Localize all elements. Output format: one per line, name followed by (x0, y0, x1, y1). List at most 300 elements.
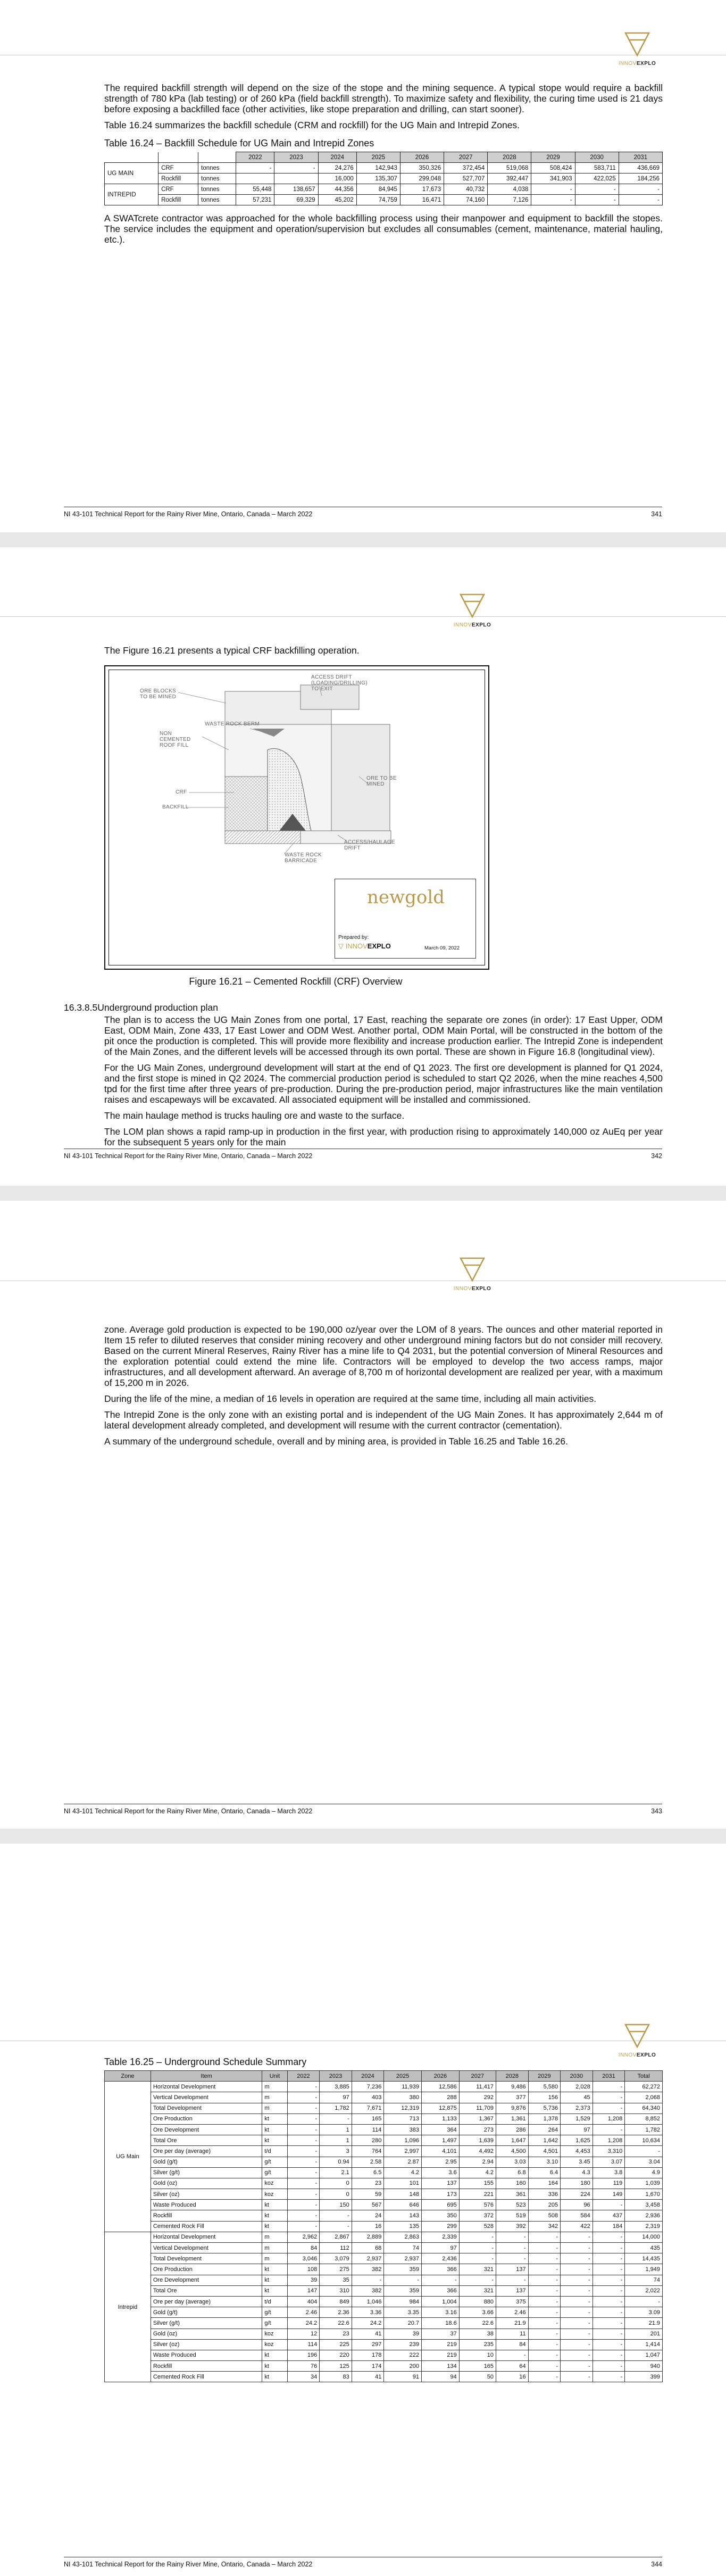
item-cell: Waste Produced (151, 2350, 262, 2360)
value-cell: 3.6 (422, 2167, 460, 2178)
value-cell: 200 (384, 2361, 422, 2372)
value-cell: 392,447 (488, 174, 531, 184)
value-cell: 1,046 (352, 2296, 384, 2307)
item-cell: Ore per day (average) (151, 2146, 262, 2157)
value-cell: 24.2 (287, 2318, 320, 2329)
value-cell: - (561, 2329, 593, 2339)
label-ore-to-be-mined: ORE TO BE MINED (366, 775, 397, 787)
table-row (105, 2307, 663, 2318)
item-cell: CRF (158, 163, 198, 174)
unit-cell: m (262, 2253, 287, 2264)
unit-cell: g/t (262, 2167, 287, 2178)
unit-cell: t/d (262, 2146, 287, 2157)
value-cell: - (287, 2210, 320, 2221)
value-cell: 1,004 (422, 2296, 460, 2307)
value-cell: 984 (384, 2296, 422, 2307)
value-cell: - (320, 2113, 352, 2124)
value-cell: 165 (459, 2361, 496, 2372)
value-cell: 119 (593, 2178, 625, 2189)
value-cell: 112 (320, 2243, 352, 2253)
value-cell: 1,647 (496, 2135, 529, 2146)
year-header: 2029 (531, 152, 575, 163)
value-cell: 1,782 (625, 2124, 663, 2135)
value-cell: 196 (287, 2350, 320, 2360)
column-header: Zone (105, 2071, 151, 2082)
value-cell: - (528, 2307, 561, 2318)
prepared-by-logo: ▽ INNOVEXPLO (338, 942, 391, 950)
value-cell: 2.36 (320, 2307, 352, 2318)
value-cell: 1,949 (625, 2264, 663, 2275)
item-cell: Cemented Rock Fill (151, 2372, 262, 2382)
value-cell: 7,236 (352, 2082, 384, 2092)
value-cell: 350 (422, 2210, 460, 2221)
value-cell: 576 (459, 2200, 496, 2210)
value-cell: 38 (459, 2329, 496, 2339)
label-crf: CRF (176, 789, 187, 795)
column-header: 2031 (593, 2071, 625, 2082)
value-cell: 3,885 (320, 2082, 352, 2092)
value-cell: 713 (384, 2113, 422, 2124)
value-cell: 6.8 (496, 2167, 529, 2178)
value-cell: 3.36 (352, 2307, 384, 2318)
value-cell: - (496, 2243, 529, 2253)
value-cell: 1,208 (593, 2113, 625, 2124)
table-row (105, 2135, 663, 2146)
value-cell: 14,435 (625, 2253, 663, 2264)
value-cell: 11,417 (459, 2082, 496, 2092)
table-row (105, 2200, 663, 2210)
value-cell: 2,436 (422, 2253, 460, 2264)
value-cell: - (593, 2329, 625, 2339)
paragraph: Table 16.24 summarizes the backfill schedule (CRM and rockfill) for the UG Main and Intrepid Zones. (104, 120, 520, 130)
value-cell: 523 (496, 2200, 529, 2210)
value-cell: 22.6 (459, 2318, 496, 2329)
value-cell: 3,310 (593, 2146, 625, 2157)
brand-wordmark: INNOVEXPLO (453, 622, 491, 628)
header-cell-empty (198, 152, 236, 163)
column-header: 2024 (352, 2071, 384, 2082)
item-cell: Ore per day (average) (151, 2296, 262, 2307)
value-cell: 205 (528, 2200, 561, 2210)
value-cell: 9,486 (496, 2082, 529, 2092)
label-access-haulage: ACCESS/HAULAGE DRIFT (344, 839, 395, 851)
value-cell: 4.3 (561, 2167, 593, 2178)
value-cell: 164 (528, 2178, 561, 2189)
value-cell: 567 (352, 2200, 384, 2210)
table-row (105, 2103, 663, 2113)
value-cell: 84 (287, 2243, 320, 2253)
value-cell: 583,711 (575, 163, 619, 174)
paragraph: A SWATcrete contractor was approached for the whole backfilling process using their manpower and equipment to backfill the stopes. The service includes the equipment and operation/supervision but excludes all consumables (cement, maintenance, material hauling, etc.). (104, 213, 663, 245)
label-ore-blocks: ORE BLOCKS TO BE MINED (140, 688, 177, 700)
value-cell: 310 (320, 2285, 352, 2296)
value-cell: 3.35 (384, 2307, 422, 2318)
value-cell: 3,046 (287, 2253, 320, 2264)
value-cell: 3.8 (593, 2167, 625, 2178)
value-cell: 16,471 (400, 195, 444, 205)
value-cell: 273 (459, 2124, 496, 2135)
innovexplo-logo (446, 1256, 499, 1294)
unit-cell: koz (262, 2178, 287, 2189)
table-row (105, 2178, 663, 2189)
value-cell: 94 (422, 2372, 460, 2382)
value-cell: - (528, 2232, 561, 2242)
value-cell: 2,889 (352, 2232, 384, 2242)
value-cell: 2,373 (561, 2103, 593, 2113)
table-row (105, 2318, 663, 2329)
table-row (105, 2264, 663, 2275)
table-row (105, 2157, 663, 2167)
value-cell: 114 (352, 2124, 384, 2135)
value-cell: 21.9 (496, 2318, 529, 2329)
figure-title-block (335, 879, 476, 959)
value-cell: 2,962 (287, 2232, 320, 2242)
value-cell: 1,782 (320, 2103, 352, 2113)
value-cell: 3 (320, 2146, 352, 2157)
value-cell: 23 (352, 2178, 384, 2189)
item-cell: Silver (g/t) (151, 2167, 262, 2178)
value-cell: 2.94 (459, 2157, 496, 2167)
value-cell: 178 (352, 2350, 384, 2360)
unit-cell: g/t (262, 2157, 287, 2167)
item-cell: Ore Production (151, 2113, 262, 2124)
newgold-logo: newgold (367, 887, 445, 908)
value-cell: 108 (287, 2264, 320, 2275)
value-cell: 97 (320, 2092, 352, 2103)
unit-cell: kt (262, 2200, 287, 2210)
value-cell: 173 (422, 2189, 460, 2200)
value-cell: - (561, 2296, 593, 2307)
unit-cell: kt (262, 2275, 287, 2285)
zone-cell: UG MAIN (105, 163, 158, 184)
value-cell: 275 (320, 2264, 352, 2275)
value-cell: 286 (496, 2124, 529, 2135)
value-cell: - (593, 2200, 625, 2210)
value-cell: 101 (384, 2178, 422, 2189)
innovexplo-logo (611, 2022, 664, 2061)
value-cell: - (287, 2082, 320, 2092)
year-header: 2024 (318, 152, 356, 163)
value-cell: 10,634 (625, 2135, 663, 2146)
unit-cell: kt (262, 2350, 287, 2360)
year-header: 2027 (444, 152, 488, 163)
value-cell: 880 (459, 2296, 496, 2307)
zone-cell: UG Main (105, 2082, 151, 2232)
value-cell: - (528, 2275, 561, 2285)
value-cell: - (459, 2232, 496, 2242)
value-cell: 695 (422, 2200, 460, 2210)
value-cell: - (287, 2146, 320, 2157)
value-cell: - (561, 2372, 593, 2382)
value-cell: 1 (320, 2135, 352, 2146)
value-cell: - (593, 2318, 625, 2329)
item-cell: Total Development (151, 2253, 262, 2264)
item-cell: Rockfill (158, 174, 198, 184)
page-footer (64, 1804, 662, 1815)
value-cell: 184 (593, 2221, 625, 2232)
item-cell: Rockfill (151, 2210, 262, 2221)
value-cell: 12,319 (384, 2103, 422, 2113)
value-cell: 375 (496, 2296, 529, 2307)
value-cell: 83 (320, 2372, 352, 2382)
unit-cell: kt (262, 2221, 287, 2232)
value-cell: 4.9 (625, 2167, 663, 2178)
value-cell: 14,000 (625, 2232, 663, 2242)
value-cell: 184,256 (619, 174, 662, 184)
value-cell: 24,276 (318, 163, 356, 174)
value-cell: - (236, 163, 274, 174)
value-cell: - (561, 2232, 593, 2242)
column-header: 2030 (561, 2071, 593, 2082)
year-header: 2031 (619, 152, 662, 163)
value-cell: - (528, 2285, 561, 2296)
item-cell: Ore Development (151, 2124, 262, 2135)
value-cell: 12 (287, 2329, 320, 2339)
page-footer (64, 2557, 662, 2568)
page-footer (64, 1149, 662, 1160)
unit-cell: m (262, 2232, 287, 2242)
value-cell: 1,414 (625, 2339, 663, 2350)
paragraph: The Intrepid Zone is the only zone with an existing portal and is independent of the UG Main Zones. It has approximately 2,644 m of lateral development already completed, and development will resume with the current contractor (cementation). (104, 1409, 663, 1431)
value-cell: 508,424 (531, 163, 575, 174)
value-cell: 4,500 (496, 2146, 529, 2157)
column-header: Unit (262, 2071, 287, 2082)
paragraph: The main haulage method is trucks hauling ore and waste to the surface. (104, 1110, 405, 1121)
item-cell: Ore Production (151, 2264, 262, 2275)
paragraph: During the life of the mine, a median of 16 levels in operation are required at the same time, including all main activities. (104, 1393, 597, 1404)
innovexplo-logo (611, 31, 664, 69)
value-cell: 35 (320, 2275, 352, 2285)
value-cell: - (575, 184, 619, 195)
value-cell: 134 (422, 2361, 460, 2372)
value-cell: 45,202 (318, 195, 356, 205)
item-cell: Total Development (151, 2103, 262, 2113)
item-cell: Gold (g/t) (151, 2157, 262, 2167)
value-cell: 23 (320, 2329, 352, 2339)
figure-caption: Figure 16.21 – Cemented Rockfill (CRF) Overview (189, 976, 403, 987)
page-343 (0, 1201, 726, 1829)
value-cell: 55,448 (236, 184, 274, 195)
value-cell: - (528, 2253, 561, 2264)
value-cell: 3,458 (625, 2200, 663, 2210)
column-header: 2023 (320, 2071, 352, 2082)
value-cell: 24 (352, 2210, 384, 2221)
value-cell: 404 (287, 2296, 320, 2307)
value-cell: 1,670 (625, 2189, 663, 2200)
table-header-row (105, 2071, 663, 2082)
value-cell (236, 174, 274, 184)
item-cell: Vertical Development (151, 2092, 262, 2103)
value-cell: 155 (459, 2178, 496, 2189)
value-cell: 0 (320, 2189, 352, 2200)
value-cell: 57,231 (236, 195, 274, 205)
value-cell: - (593, 2361, 625, 2372)
page-341 (0, 0, 726, 532)
value-cell: - (561, 2361, 593, 2372)
value-cell: 225 (320, 2339, 352, 2350)
table-row (105, 2082, 663, 2092)
value-cell: - (287, 2135, 320, 2146)
section-heading: 16.3.8.5Underground production plan (64, 1002, 218, 1013)
value-cell: - (528, 2361, 561, 2372)
table-row (105, 163, 663, 174)
value-cell: 1,529 (561, 2113, 593, 2124)
item-cell: Horizontal Development (151, 2232, 262, 2242)
year-header: 2030 (575, 152, 619, 163)
brand-wordmark: INNOVEXPLO (453, 1286, 491, 1292)
value-cell: 4.2 (384, 2167, 422, 2178)
value-cell: 422,025 (575, 174, 619, 184)
value-cell: 940 (625, 2361, 663, 2372)
value-cell: 383 (384, 2124, 422, 2135)
column-header: 2025 (384, 2071, 422, 2082)
item-cell: Gold (oz) (151, 2178, 262, 2189)
value-cell: - (531, 184, 575, 195)
unit-cell: koz (262, 2339, 287, 2350)
value-cell: 4,501 (528, 2146, 561, 2157)
value-cell: 135,307 (356, 174, 400, 184)
value-cell: 399 (625, 2372, 663, 2382)
value-cell: 18.6 (422, 2318, 460, 2329)
value-cell: 91 (384, 2372, 422, 2382)
paragraph: The Figure 16.21 presents a typical CRF backfilling operation. (104, 645, 360, 656)
value-cell: 3.10 (528, 2157, 561, 2167)
brand-wordmark: INNOVEXPLO (618, 61, 656, 67)
value-cell: 74 (625, 2275, 663, 2285)
value-cell: - (531, 195, 575, 205)
value-cell: 366 (422, 2285, 460, 2296)
value-cell: 292 (459, 2092, 496, 2103)
table-row (105, 2146, 663, 2157)
table-row (105, 2124, 663, 2135)
header-cell-empty (105, 152, 158, 163)
value-cell: 37 (422, 2329, 460, 2339)
item-cell: Rockfill (151, 2361, 262, 2372)
value-cell: 377 (496, 2092, 529, 2103)
unit-cell: t/d (262, 2296, 287, 2307)
table-row (105, 2189, 663, 2200)
value-cell: 4.2 (459, 2167, 496, 2178)
paragraph: For the UG Main Zones, underground development will start at the end of Q1 2023. The first ore development is planned for Q1 2024, and the first stope is mined in Q2 2024. The commercial production period is scheduled to start Q2 2026, when the mine reaches 4,500 tpd for the first time after three years of pre-production. During the pre-production period, major infrastructures like the main ventilation raises and escapeways will be excavated. All associated equipment will be installed and commissioned. (104, 1062, 663, 1105)
value-cell: 364 (422, 2124, 460, 2135)
value-cell: 336 (528, 2189, 561, 2200)
unit-cell: tonnes (198, 163, 236, 174)
unit-cell: koz (262, 2329, 287, 2339)
figure-date: March 09, 2022 (424, 945, 460, 951)
label-waste-barricade: WASTE ROCK BARRICADE (285, 852, 322, 864)
value-cell: 11 (496, 2329, 529, 2339)
value-cell: 646 (384, 2200, 422, 2210)
value-cell: 149 (593, 2189, 625, 2200)
value-cell: - (287, 2200, 320, 2210)
unit-cell: m (262, 2092, 287, 2103)
value-cell: - (528, 2339, 561, 2350)
value-cell: - (593, 2275, 625, 2285)
value-cell: 148 (384, 2189, 422, 2200)
item-cell: Gold (oz) (151, 2329, 262, 2339)
value-cell: 11,939 (384, 2082, 422, 2092)
value-cell: 12,875 (422, 2103, 460, 2113)
innovexplo-logo (446, 592, 499, 631)
value-cell: - (561, 2275, 593, 2285)
value-cell: 4,492 (459, 2146, 496, 2157)
value-cell: 96 (561, 2200, 593, 2210)
header-rule (0, 616, 726, 617)
value-cell: - (593, 2232, 625, 2242)
value-cell: 3.04 (625, 2157, 663, 2167)
column-header: Item (151, 2071, 262, 2082)
value-cell: - (593, 2296, 625, 2307)
value-cell: - (459, 2253, 496, 2264)
column-header: 2022 (287, 2071, 320, 2082)
value-cell: 219 (422, 2339, 460, 2350)
value-cell: - (496, 2253, 529, 2264)
value-cell: 21.9 (625, 2318, 663, 2329)
value-cell: 2,022 (625, 2285, 663, 2296)
brand-wordmark: INNOVEXPLO (618, 2052, 656, 2058)
value-cell: 299 (422, 2221, 460, 2232)
value-cell: 297 (352, 2339, 384, 2350)
year-header: 2026 (400, 152, 444, 163)
item-cell: Horizontal Development (151, 2082, 262, 2092)
value-cell: 137 (496, 2264, 529, 2275)
triangle-logo-icon (460, 592, 485, 620)
value-cell: - (320, 2210, 352, 2221)
value-cell: 147 (287, 2285, 320, 2296)
item-cell: Silver (oz) (151, 2339, 262, 2350)
footer-text: NI 43-101 Technical Report for the Rainy River Mine, Ontario, Canada – March 2022 (64, 2561, 313, 2568)
item-cell: Silver (g/t) (151, 2318, 262, 2329)
value-cell: 1,096 (384, 2135, 422, 2146)
value-cell: 174 (352, 2361, 384, 2372)
table-row (105, 2167, 663, 2178)
table-row (105, 2210, 663, 2221)
value-cell: 519,068 (488, 163, 531, 174)
crf-figure (104, 665, 489, 970)
value-cell: 849 (320, 2296, 352, 2307)
zone-cell: INTREPID (105, 184, 158, 205)
value-cell: 4,453 (561, 2146, 593, 2157)
value-cell: - (496, 2350, 529, 2360)
value-cell: - (593, 2092, 625, 2103)
value-cell: 16 (496, 2372, 529, 2382)
value-cell: 2,028 (561, 2082, 593, 2092)
footer-text: NI 43-101 Technical Report for the Rainy River Mine, Ontario, Canada – March 2022 (64, 1807, 313, 1815)
value-cell: 3.07 (593, 2157, 625, 2167)
value-cell: - (561, 2350, 593, 2360)
value-cell: 97 (561, 2124, 593, 2135)
value-cell: 160 (496, 2178, 529, 2189)
value-cell: 64 (496, 2361, 529, 2372)
value-cell: 34 (287, 2372, 320, 2382)
value-cell: 1,378 (528, 2113, 561, 2124)
column-header: 2028 (496, 2071, 529, 2082)
year-header: 2023 (274, 152, 318, 163)
value-cell: 1,367 (459, 2113, 496, 2124)
value-cell: 135 (384, 2221, 422, 2232)
header-cell-empty (158, 152, 198, 163)
value-cell: 359 (384, 2264, 422, 2275)
value-cell: 17,673 (400, 184, 444, 195)
value-cell: 150 (320, 2200, 352, 2210)
value-cell: 341,903 (531, 174, 575, 184)
value-cell: 3.66 (459, 2307, 496, 2318)
value-cell: 221 (459, 2189, 496, 2200)
value-cell: - (561, 2339, 593, 2350)
value-cell: 143 (384, 2210, 422, 2221)
value-cell: 2.58 (352, 2157, 384, 2167)
value-cell: - (528, 2243, 561, 2253)
